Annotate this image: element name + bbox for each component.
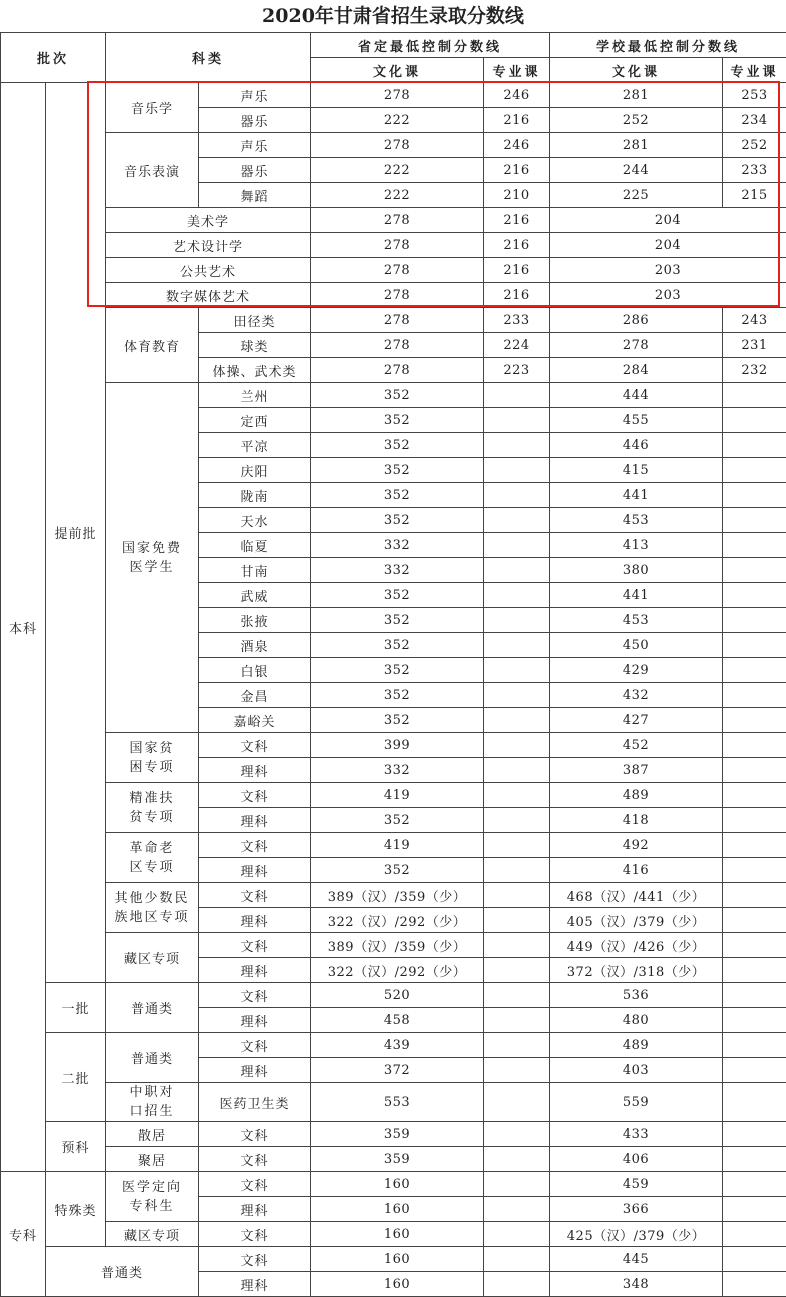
subcategory-cell: 田径类	[199, 308, 311, 333]
province-culture-cell: 359	[311, 1122, 484, 1147]
school-culture-cell: 444	[550, 383, 723, 408]
subcategory-cell: 文科	[199, 983, 311, 1008]
school-culture-cell: 372（汉）/318（少）	[550, 958, 723, 983]
subcategory-cell: 金昌	[199, 683, 311, 708]
school-culture-cell: 427	[550, 708, 723, 733]
table-row	[1, 283, 786, 308]
table-row	[1, 1083, 786, 1122]
category-label: 精准扶贫专项	[106, 783, 199, 833]
school-major-cell	[723, 608, 786, 633]
subcategory-cell: 声乐	[199, 133, 311, 158]
school-culture-cell: 203	[550, 283, 786, 308]
school-culture-cell: 244	[550, 158, 723, 183]
table-row	[1, 883, 786, 908]
subcategory-cell: 白银	[199, 658, 311, 683]
province-culture-cell: 222	[311, 158, 484, 183]
province-culture-cell: 389（汉）/359（少）	[311, 933, 484, 958]
school-culture-cell: 446	[550, 433, 723, 458]
table-row	[1, 1147, 786, 1172]
school-major-cell	[723, 483, 786, 508]
province-culture-cell: 278	[311, 208, 484, 233]
subcategory-cell: 器乐	[199, 108, 311, 133]
batch-label: 二批	[46, 1033, 106, 1122]
school-culture-cell: 366	[550, 1197, 723, 1222]
school-culture-cell: 405（汉）/379（少）	[550, 908, 723, 933]
school-culture-cell: 492	[550, 833, 723, 858]
subcategory-cell: 体操、武术类	[199, 358, 311, 383]
category-label: 普通类	[46, 1247, 199, 1297]
table-row	[1, 233, 786, 258]
province-major-cell	[484, 533, 550, 558]
school-culture-cell: 406	[550, 1147, 723, 1172]
province-major-cell	[484, 1222, 550, 1247]
province-culture-cell: 278	[311, 133, 484, 158]
province-major-cell	[484, 608, 550, 633]
school-culture-cell: 403	[550, 1058, 723, 1083]
subcategory-cell: 嘉峪关	[199, 708, 311, 733]
school-major-cell	[723, 1172, 786, 1197]
subcategory-cell: 器乐	[199, 158, 311, 183]
level-label: 本科	[1, 83, 46, 1172]
school-line-header: 学校最低控制分数线	[550, 33, 786, 58]
province-major-cell	[484, 658, 550, 683]
subcategory-cell: 球类	[199, 333, 311, 358]
province-major-cell: 216	[484, 158, 550, 183]
province-culture-cell: 553	[311, 1083, 484, 1122]
school-culture-cell: 489	[550, 783, 723, 808]
school-culture-cell: 489	[550, 1033, 723, 1058]
school-major-cell	[723, 683, 786, 708]
subcategory-cell: 文科	[199, 1247, 311, 1272]
province-culture-cell: 352	[311, 458, 484, 483]
subcategory-cell: 张掖	[199, 608, 311, 633]
school-culture-cell: 445	[550, 1247, 723, 1272]
province-culture-cell: 352	[311, 808, 484, 833]
subcategory-cell: 文科	[199, 1172, 311, 1197]
school-major-cell	[723, 583, 786, 608]
province-major-header: 专业课	[484, 58, 550, 83]
category-label: 其他少数民族地区专项	[106, 883, 199, 933]
school-major-cell	[723, 383, 786, 408]
school-culture-cell: 453	[550, 608, 723, 633]
school-culture-cell: 415	[550, 458, 723, 483]
school-culture-cell: 204	[550, 208, 786, 233]
province-culture-cell: 458	[311, 1008, 484, 1033]
school-culture-cell: 480	[550, 1008, 723, 1033]
category-label: 体育教育	[106, 308, 199, 383]
school-culture-cell: 252	[550, 108, 723, 133]
province-culture-cell: 352	[311, 683, 484, 708]
category-label: 中职对口招生	[106, 1083, 199, 1122]
table-row	[1, 308, 786, 333]
category-label: 散居	[106, 1122, 199, 1147]
province-culture-cell: 222	[311, 108, 484, 133]
school-culture-cell: 416	[550, 858, 723, 883]
school-culture-cell: 425（汉）/379（少）	[550, 1222, 723, 1247]
province-major-cell	[484, 758, 550, 783]
province-major-cell	[484, 458, 550, 483]
province-major-cell	[484, 508, 550, 533]
school-culture-cell: 203	[550, 258, 786, 283]
school-major-cell: 233	[723, 158, 786, 183]
province-major-cell: 224	[484, 333, 550, 358]
subcategory-cell: 理科	[199, 758, 311, 783]
province-major-cell	[484, 1008, 550, 1033]
school-major-cell	[723, 858, 786, 883]
province-major-cell	[484, 433, 550, 458]
batch-label: 提前批	[46, 83, 106, 983]
province-major-cell	[484, 883, 550, 908]
table-row	[1, 1222, 786, 1247]
province-culture-cell: 160	[311, 1247, 484, 1272]
school-major-cell: 252	[723, 133, 786, 158]
school-major-cell	[723, 908, 786, 933]
school-major-cell	[723, 1222, 786, 1247]
subcategory-cell: 理科	[199, 858, 311, 883]
province-culture-cell: 160	[311, 1172, 484, 1197]
province-culture-cell: 278	[311, 358, 484, 383]
subcategory-cell: 文科	[199, 883, 311, 908]
category-label: 公共艺术	[106, 258, 311, 283]
school-major-cell	[723, 533, 786, 558]
school-culture-cell: 281	[550, 83, 723, 108]
province-major-cell: 223	[484, 358, 550, 383]
school-major-cell	[723, 933, 786, 958]
province-culture-cell: 359	[311, 1147, 484, 1172]
school-major-cell: 253	[723, 83, 786, 108]
province-major-cell: 216	[484, 108, 550, 133]
subcategory-cell: 理科	[199, 808, 311, 833]
school-major-cell: 231	[723, 333, 786, 358]
school-major-cell	[723, 408, 786, 433]
table-row	[1, 783, 786, 808]
table-row	[1, 733, 786, 758]
province-culture-cell: 419	[311, 783, 484, 808]
province-major-cell	[484, 708, 550, 733]
school-culture-cell: 204	[550, 233, 786, 258]
province-culture-cell: 160	[311, 1222, 484, 1247]
school-culture-cell: 281	[550, 133, 723, 158]
province-major-cell	[484, 383, 550, 408]
level-label: 专科	[1, 1172, 46, 1297]
subcategory-cell: 文科	[199, 933, 311, 958]
subcategory-cell: 文科	[199, 1222, 311, 1247]
subcategory-cell: 文科	[199, 833, 311, 858]
subcategory-cell: 武威	[199, 583, 311, 608]
table-row	[1, 1122, 786, 1147]
category-label: 医学定向专科生	[106, 1172, 199, 1222]
province-culture-cell: 419	[311, 833, 484, 858]
province-major-cell: 246	[484, 83, 550, 108]
subcategory-cell: 酒泉	[199, 633, 311, 658]
province-culture-cell: 352	[311, 658, 484, 683]
admission-score-table	[0, 32, 786, 1297]
school-major-cell	[723, 983, 786, 1008]
subcategory-cell: 文科	[199, 1147, 311, 1172]
category-label: 艺术设计学	[106, 233, 311, 258]
category-header: 科类	[106, 33, 311, 83]
subcategory-cell: 定西	[199, 408, 311, 433]
subcategory-cell: 庆阳	[199, 458, 311, 483]
province-culture-cell: 352	[311, 608, 484, 633]
subcategory-cell: 平凉	[199, 433, 311, 458]
province-culture-cell: 278	[311, 333, 484, 358]
category-label: 音乐学	[106, 83, 199, 133]
province-culture-cell: 372	[311, 1058, 484, 1083]
category-label: 数字媒体艺术	[106, 283, 311, 308]
province-major-cell: 216	[484, 258, 550, 283]
subcategory-cell: 文科	[199, 783, 311, 808]
table-row	[1, 833, 786, 858]
school-major-cell	[723, 1147, 786, 1172]
subcategory-cell: 文科	[199, 1122, 311, 1147]
school-culture-cell: 432	[550, 683, 723, 708]
school-major-cell	[723, 1008, 786, 1033]
province-culture-cell: 278	[311, 233, 484, 258]
school-culture-cell: 348	[550, 1272, 723, 1297]
province-major-cell: 210	[484, 183, 550, 208]
school-major-cell	[723, 758, 786, 783]
subcategory-cell: 舞蹈	[199, 183, 311, 208]
subcategory-cell: 文科	[199, 1033, 311, 1058]
province-major-cell	[484, 908, 550, 933]
category-label: 国家免费医学生	[106, 383, 199, 733]
school-major-cell: 234	[723, 108, 786, 133]
province-culture-cell: 160	[311, 1272, 484, 1297]
province-major-cell: 246	[484, 133, 550, 158]
province-major-cell	[484, 558, 550, 583]
province-culture-cell: 222	[311, 183, 484, 208]
school-major-cell	[723, 1083, 786, 1122]
subcategory-cell: 理科	[199, 908, 311, 933]
province-major-cell	[484, 783, 550, 808]
subcategory-cell: 声乐	[199, 83, 311, 108]
province-major-cell	[484, 1172, 550, 1197]
province-culture-cell: 389（汉）/359（少）	[311, 883, 484, 908]
table-row	[1, 1033, 786, 1058]
school-major-cell	[723, 1058, 786, 1083]
school-major-cell	[723, 558, 786, 583]
school-culture-cell: 455	[550, 408, 723, 433]
school-culture-cell: 387	[550, 758, 723, 783]
school-culture-cell: 413	[550, 533, 723, 558]
province-major-cell	[484, 983, 550, 1008]
subcategory-cell: 兰州	[199, 383, 311, 408]
province-major-cell	[484, 1083, 550, 1122]
school-culture-header: 文化课	[550, 58, 723, 83]
province-major-cell	[484, 1122, 550, 1147]
province-culture-header: 文化课	[311, 58, 484, 83]
province-culture-cell: 352	[311, 383, 484, 408]
table-row	[1, 933, 786, 958]
category-label: 音乐表演	[106, 133, 199, 208]
school-major-cell	[723, 1247, 786, 1272]
province-culture-cell: 278	[311, 258, 484, 283]
province-culture-cell: 332	[311, 533, 484, 558]
school-culture-cell: 559	[550, 1083, 723, 1122]
category-label: 普通类	[106, 983, 199, 1033]
school-major-cell	[723, 808, 786, 833]
school-major-cell	[723, 783, 786, 808]
school-major-cell	[723, 1197, 786, 1222]
province-line-header: 省定最低控制分数线	[311, 33, 550, 58]
subcategory-cell: 理科	[199, 1272, 311, 1297]
province-culture-cell: 352	[311, 508, 484, 533]
province-major-cell: 233	[484, 308, 550, 333]
school-major-cell: 232	[723, 358, 786, 383]
province-culture-cell: 160	[311, 1197, 484, 1222]
school-major-cell	[723, 958, 786, 983]
province-major-cell	[484, 1197, 550, 1222]
school-culture-cell: 452	[550, 733, 723, 758]
province-culture-cell: 352	[311, 708, 484, 733]
province-culture-cell: 322（汉）/292（少）	[311, 958, 484, 983]
school-culture-cell: 225	[550, 183, 723, 208]
school-major-cell	[723, 833, 786, 858]
school-major-cell	[723, 883, 786, 908]
school-major-cell: 243	[723, 308, 786, 333]
category-label: 普通类	[106, 1033, 199, 1083]
school-major-cell	[723, 733, 786, 758]
province-culture-cell: 332	[311, 758, 484, 783]
category-label: 国家贫困专项	[106, 733, 199, 783]
province-culture-cell: 278	[311, 283, 484, 308]
school-major-cell	[723, 1122, 786, 1147]
school-major-cell	[723, 458, 786, 483]
province-major-cell	[484, 1033, 550, 1058]
subcategory-cell: 理科	[199, 1008, 311, 1033]
subcategory-cell: 临夏	[199, 533, 311, 558]
batch-label: 一批	[46, 983, 106, 1033]
province-major-cell	[484, 833, 550, 858]
province-major-cell	[484, 1058, 550, 1083]
province-culture-cell: 278	[311, 83, 484, 108]
category-label: 美术学	[106, 208, 311, 233]
school-culture-cell: 468（汉）/441（少）	[550, 883, 723, 908]
subcategory-cell: 理科	[199, 1058, 311, 1083]
subcategory-cell: 陇南	[199, 483, 311, 508]
province-culture-cell: 352	[311, 583, 484, 608]
province-culture-cell: 278	[311, 308, 484, 333]
subcategory-cell: 天水	[199, 508, 311, 533]
category-label: 藏区专项	[106, 933, 199, 983]
school-culture-cell: 459	[550, 1172, 723, 1197]
province-major-cell	[484, 633, 550, 658]
batch-label: 预科	[46, 1122, 106, 1172]
batch-label: 特殊类	[46, 1172, 106, 1247]
category-label: 藏区专项	[106, 1222, 199, 1247]
school-major-cell	[723, 708, 786, 733]
table-row	[1, 258, 786, 283]
province-culture-cell: 322（汉）/292（少）	[311, 908, 484, 933]
province-major-cell: 216	[484, 208, 550, 233]
school-culture-cell: 418	[550, 808, 723, 833]
province-major-cell: 216	[484, 233, 550, 258]
province-culture-cell: 439	[311, 1033, 484, 1058]
table-row	[1, 208, 786, 233]
subcategory-cell: 医药卫生类	[199, 1083, 311, 1122]
table-row	[1, 133, 786, 158]
table-row	[1, 1247, 786, 1272]
province-culture-cell: 352	[311, 633, 484, 658]
province-culture-cell: 352	[311, 408, 484, 433]
subcategory-cell: 理科	[199, 958, 311, 983]
school-major-cell	[723, 508, 786, 533]
school-culture-cell: 441	[550, 583, 723, 608]
table-row	[1, 383, 786, 408]
school-major-header: 专业课	[723, 58, 786, 83]
table-title: 2020年甘肃省招生录取分数线	[0, 0, 786, 32]
province-major-cell	[484, 1147, 550, 1172]
school-major-cell	[723, 1033, 786, 1058]
school-major-cell	[723, 433, 786, 458]
province-major-cell	[484, 733, 550, 758]
province-culture-cell: 352	[311, 483, 484, 508]
school-culture-cell: 536	[550, 983, 723, 1008]
province-major-cell	[484, 808, 550, 833]
subcategory-cell: 理科	[199, 1197, 311, 1222]
province-major-cell	[484, 958, 550, 983]
school-culture-cell: 286	[550, 308, 723, 333]
province-major-cell	[484, 858, 550, 883]
school-culture-cell: 433	[550, 1122, 723, 1147]
school-culture-cell: 380	[550, 558, 723, 583]
school-major-cell	[723, 658, 786, 683]
school-culture-cell: 441	[550, 483, 723, 508]
province-major-cell	[484, 1247, 550, 1272]
table-row	[1, 983, 786, 1008]
header-row-1	[1, 33, 786, 58]
school-culture-cell: 450	[550, 633, 723, 658]
province-culture-cell: 352	[311, 433, 484, 458]
province-major-cell	[484, 933, 550, 958]
province-major-cell	[484, 583, 550, 608]
province-major-cell	[484, 408, 550, 433]
batch-header: 批次	[1, 33, 106, 83]
school-culture-cell: 453	[550, 508, 723, 533]
province-culture-cell: 399	[311, 733, 484, 758]
province-major-cell: 216	[484, 283, 550, 308]
school-culture-cell: 284	[550, 358, 723, 383]
province-culture-cell: 352	[311, 858, 484, 883]
category-label: 聚居	[106, 1147, 199, 1172]
table-row	[1, 83, 786, 108]
table-row	[1, 1172, 786, 1197]
province-major-cell	[484, 483, 550, 508]
category-label: 革命老区专项	[106, 833, 199, 883]
subcategory-cell: 文科	[199, 733, 311, 758]
province-culture-cell: 332	[311, 558, 484, 583]
school-culture-cell: 449（汉）/426（少）	[550, 933, 723, 958]
school-culture-cell: 429	[550, 658, 723, 683]
school-major-cell: 215	[723, 183, 786, 208]
province-culture-cell: 520	[311, 983, 484, 1008]
school-major-cell	[723, 633, 786, 658]
province-major-cell	[484, 683, 550, 708]
school-culture-cell: 278	[550, 333, 723, 358]
subcategory-cell: 甘南	[199, 558, 311, 583]
